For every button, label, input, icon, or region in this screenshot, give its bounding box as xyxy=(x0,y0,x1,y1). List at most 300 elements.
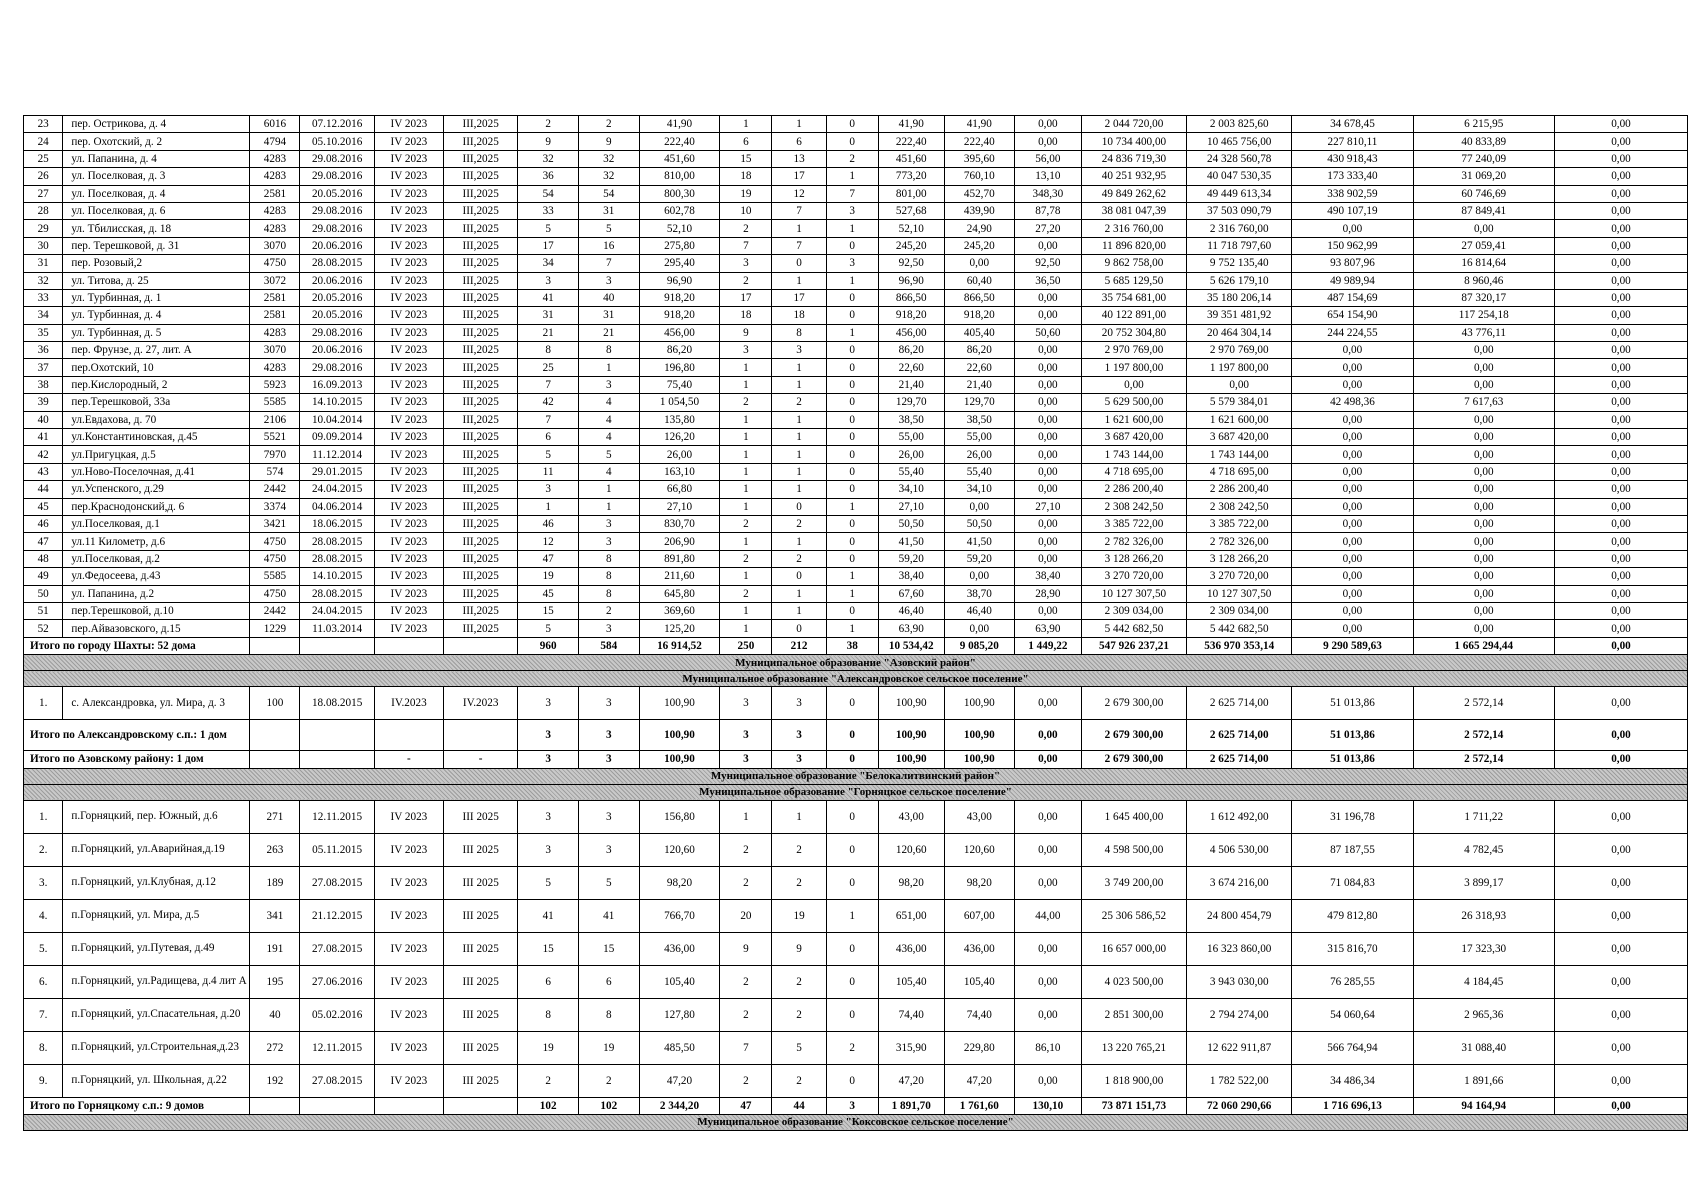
address-cell: ул.Успенского, д.29 xyxy=(63,481,250,498)
region-budget-cell: 487 154,69 xyxy=(1292,289,1413,306)
region-budget-cell: 9 290 589,63 xyxy=(1292,637,1413,654)
total-premises-cell: 1 xyxy=(720,411,772,428)
row-number-cell: 24 xyxy=(24,133,63,150)
local-budget-cell: 2 572,14 xyxy=(1413,720,1554,751)
municipal-area-cell: 0,00 xyxy=(1014,932,1081,965)
municipal-premises-cell: 1 xyxy=(826,272,878,289)
address-cell: п.Горняцкий, ул.Радищева, д.4 лит А xyxy=(63,965,250,998)
municipal-premises-cell: 7 xyxy=(826,185,878,202)
house-row xyxy=(24,550,1688,567)
private-area-cell: 105,40 xyxy=(944,965,1014,998)
document-number-cell: 4750 xyxy=(250,550,300,567)
planned-start-cell: IV 2023 xyxy=(374,394,443,411)
house-row xyxy=(24,394,1688,411)
planned-end-cell: III 2025 xyxy=(443,800,517,833)
total-area-cell: 52,10 xyxy=(639,220,720,237)
total-area-cell: 125,20 xyxy=(639,620,720,637)
private-area-cell: 86,20 xyxy=(944,342,1014,359)
document-date-cell: 07.12.2016 xyxy=(300,116,374,133)
private-premises-cell: 44 xyxy=(772,1097,826,1114)
resettled-residents-cell: 7 xyxy=(578,255,639,272)
private-premises-cell: 1 xyxy=(772,429,826,446)
resettled-area-cell: 100,90 xyxy=(878,687,944,720)
fund-cost-cell: 12 622 911,87 xyxy=(1187,1031,1292,1064)
municipal-area-cell: 0,00 xyxy=(1014,342,1081,359)
total-area-cell: 47,20 xyxy=(639,1064,720,1097)
row-number-cell: 49 xyxy=(24,568,63,585)
document-number-cell: 5923 xyxy=(250,376,300,393)
total-residents-cell: 25 xyxy=(518,359,579,376)
resettled-residents-cell: 8 xyxy=(578,998,639,1031)
extra-funds-cell: 0,00 xyxy=(1554,168,1687,185)
region-budget-cell: 1 716 696,13 xyxy=(1292,1097,1413,1114)
planned-start-cell: IV 2023 xyxy=(374,463,443,480)
address-cell: пер.Краснодонский,д. 6 xyxy=(63,498,250,515)
planned-start-cell: IV 2023 xyxy=(374,1031,443,1064)
extra-funds-cell: 0,00 xyxy=(1554,481,1687,498)
document-number-cell: 1229 xyxy=(250,620,300,637)
planned-end-cell: III 2025 xyxy=(443,932,517,965)
planned-end-cell: III,2025 xyxy=(443,220,517,237)
house-row xyxy=(24,202,1688,219)
planned-start-cell: IV 2023 xyxy=(374,307,443,324)
document-date-cell: 28.08.2015 xyxy=(300,255,374,272)
document-number-cell: 4283 xyxy=(250,168,300,185)
document-number-cell: 3374 xyxy=(250,498,300,515)
row-number-cell: 43 xyxy=(24,463,63,480)
region-budget-cell: 31 196,78 xyxy=(1292,800,1413,833)
address-cell: п.Горняцкий, ул.Аварийная,д.19 xyxy=(63,833,250,866)
resettled-residents-cell: 2 xyxy=(578,602,639,619)
house-row xyxy=(24,498,1688,515)
municipal-area-cell: 0,00 xyxy=(1014,687,1081,720)
resettled-residents-cell: 3 xyxy=(578,800,639,833)
total-premises-cell: 2 xyxy=(720,394,772,411)
resettled-residents-cell: 4 xyxy=(578,411,639,428)
house-row xyxy=(24,866,1688,899)
fund-cost-cell: 40 047 530,35 xyxy=(1187,168,1292,185)
resettled-area-cell: 245,20 xyxy=(878,237,944,254)
total-residents-cell: 3 xyxy=(518,272,579,289)
local-budget-cell: 3 899,17 xyxy=(1413,866,1554,899)
total-cost-cell: 40 251 932,95 xyxy=(1081,168,1186,185)
resettled-area-cell: 26,00 xyxy=(878,446,944,463)
total-area-cell: 485,50 xyxy=(639,1031,720,1064)
document-date-cell: 27.08.2015 xyxy=(300,932,374,965)
document-date-cell: 28.08.2015 xyxy=(300,550,374,567)
house-row xyxy=(24,585,1688,602)
fund-cost-cell: 2 003 825,60 xyxy=(1187,116,1292,133)
local-budget-cell: 0,00 xyxy=(1413,568,1554,585)
private-premises-cell: 2 xyxy=(772,515,826,532)
total-premises-cell: 3 xyxy=(720,720,772,751)
private-area-cell: 120,60 xyxy=(944,833,1014,866)
total-cost-cell: 1 743 144,00 xyxy=(1081,446,1186,463)
municipal-area-cell: 0,00 xyxy=(1014,720,1081,751)
planned-start-cell: IV 2023 xyxy=(374,289,443,306)
resettled-residents-cell: 1 xyxy=(578,481,639,498)
local-budget-cell: 16 814,64 xyxy=(1413,255,1554,272)
address-cell: ул.Ново-Поселочная, д.41 xyxy=(63,463,250,480)
municipal-premises-cell: 0 xyxy=(826,751,878,768)
row-number-cell: 8. xyxy=(24,1031,63,1064)
region-budget-cell: 0,00 xyxy=(1292,550,1413,567)
local-budget-cell: 1 891,66 xyxy=(1413,1064,1554,1097)
municipal-premises-cell: 38 xyxy=(826,637,878,654)
total-cost-cell: 49 849 262,62 xyxy=(1081,185,1186,202)
document-date-cell: 11.03.2014 xyxy=(300,620,374,637)
total-residents-cell: 41 xyxy=(518,289,579,306)
extra-funds-cell: 0,00 xyxy=(1554,602,1687,619)
extra-funds-cell: 0,00 xyxy=(1554,324,1687,341)
row-number-cell: 31 xyxy=(24,255,63,272)
document-date-cell: 28.08.2015 xyxy=(300,585,374,602)
document-date-cell: 09.09.2014 xyxy=(300,429,374,446)
municipal-premises-cell: 0 xyxy=(826,429,878,446)
total-cost-cell: 20 752 304,80 xyxy=(1081,324,1186,341)
region-budget-cell: 0,00 xyxy=(1292,429,1413,446)
total-cost-cell: 10 734 400,00 xyxy=(1081,133,1186,150)
region-budget-cell: 54 060,64 xyxy=(1292,998,1413,1031)
total-residents-cell: 960 xyxy=(518,637,579,654)
extra-funds-cell: 0,00 xyxy=(1554,116,1687,133)
total-label-cell: Итого по Александровскому с.п.: 1 дом xyxy=(24,720,250,751)
private-premises-cell: 3 xyxy=(772,751,826,768)
total-area-cell: 275,80 xyxy=(639,237,720,254)
planned-end-cell: III,2025 xyxy=(443,585,517,602)
local-budget-cell: 0,00 xyxy=(1413,463,1554,480)
region-budget-cell: 0,00 xyxy=(1292,585,1413,602)
row-number-cell: 33 xyxy=(24,289,63,306)
address-cell: ул. Тбилисская, д. 18 xyxy=(63,220,250,237)
document-date-cell: 18.08.2015 xyxy=(300,687,374,720)
planned-start-cell: IV 2023 xyxy=(374,116,443,133)
address-cell: ул. Поселковая, д. 4 xyxy=(63,185,250,202)
total-cost-cell: 4 023 500,00 xyxy=(1081,965,1186,998)
municipality-header-row xyxy=(24,784,1688,800)
planned-start-cell xyxy=(374,637,443,654)
private-area-cell: 607,00 xyxy=(944,899,1014,932)
resettled-residents-cell: 1 xyxy=(578,498,639,515)
document-date-cell: 20.06.2016 xyxy=(300,272,374,289)
total-area-cell: 602,78 xyxy=(639,202,720,219)
address-cell: п.Горняцкий, ул.Строительная,д.23 xyxy=(63,1031,250,1064)
total-residents-cell: 3 xyxy=(518,687,579,720)
document-number-cell: 2442 xyxy=(250,481,300,498)
row-number-cell: 46 xyxy=(24,515,63,532)
total-area-cell: 800,30 xyxy=(639,185,720,202)
total-cost-cell: 9 862 758,00 xyxy=(1081,255,1186,272)
local-budget-cell: 0,00 xyxy=(1413,533,1554,550)
total-residents-cell: 46 xyxy=(518,515,579,532)
address-cell: пер. Острикова, д. 4 xyxy=(63,116,250,133)
private-area-cell: 38,50 xyxy=(944,411,1014,428)
total-premises-cell: 1 xyxy=(720,446,772,463)
municipal-area-cell: 36,50 xyxy=(1014,272,1081,289)
municipality-header-row xyxy=(24,768,1688,784)
address-cell: ул.Константиновская, д.45 xyxy=(63,429,250,446)
planned-start-cell: IV 2023 xyxy=(374,202,443,219)
total-area-cell: 206,90 xyxy=(639,533,720,550)
total-area-cell: 918,20 xyxy=(639,307,720,324)
total-premises-cell: 2 xyxy=(720,515,772,532)
municipal-premises-cell: 1 xyxy=(826,498,878,515)
extra-funds-cell: 0,00 xyxy=(1554,185,1687,202)
extra-funds-cell: 0,00 xyxy=(1554,237,1687,254)
planned-start-cell: IV 2023 xyxy=(374,833,443,866)
municipal-premises-cell: 0 xyxy=(826,833,878,866)
document-number-cell: 100 xyxy=(250,687,300,720)
housing-resettlement-table xyxy=(23,115,1688,1131)
resettled-area-cell: 22,60 xyxy=(878,359,944,376)
total-cost-cell: 24 836 719,30 xyxy=(1081,150,1186,167)
municipal-area-cell: 0,00 xyxy=(1014,751,1081,768)
extra-funds-cell: 0,00 xyxy=(1554,376,1687,393)
private-area-cell: 41,90 xyxy=(944,116,1014,133)
total-residents-cell: 42 xyxy=(518,394,579,411)
total-residents-cell: 7 xyxy=(518,411,579,428)
private-area-cell: 245,20 xyxy=(944,237,1014,254)
municipal-area-cell: 28,90 xyxy=(1014,585,1081,602)
total-premises-cell: 1 xyxy=(720,481,772,498)
private-area-cell: 0,00 xyxy=(944,620,1014,637)
document-number-cell: 2581 xyxy=(250,289,300,306)
document-number-cell: 3070 xyxy=(250,237,300,254)
row-number-cell: 36 xyxy=(24,342,63,359)
resettled-residents-cell: 31 xyxy=(578,307,639,324)
region-budget-cell: 0,00 xyxy=(1292,342,1413,359)
local-budget-cell: 0,00 xyxy=(1413,585,1554,602)
fund-cost-cell: 2 316 760,00 xyxy=(1187,220,1292,237)
total-residents-cell: 45 xyxy=(518,585,579,602)
private-area-cell: 24,90 xyxy=(944,220,1014,237)
local-budget-cell: 4 184,45 xyxy=(1413,965,1554,998)
resettled-residents-cell: 15 xyxy=(578,932,639,965)
total-residents-cell: 19 xyxy=(518,1031,579,1064)
fund-cost-cell: 2 286 200,40 xyxy=(1187,481,1292,498)
document-date-cell: 16.09.2013 xyxy=(300,376,374,393)
private-area-cell: 55,40 xyxy=(944,463,1014,480)
total-premises-cell: 10 xyxy=(720,202,772,219)
fund-cost-cell: 2 625 714,00 xyxy=(1187,687,1292,720)
total-premises-cell: 1 xyxy=(720,429,772,446)
extra-funds-cell: 0,00 xyxy=(1554,533,1687,550)
extra-funds-cell: 0,00 xyxy=(1554,637,1687,654)
house-row xyxy=(24,1031,1688,1064)
total-cost-cell: 11 896 820,00 xyxy=(1081,237,1186,254)
address-cell: пер. Розовый,2 xyxy=(63,255,250,272)
total-area-cell: 41,90 xyxy=(639,116,720,133)
fund-cost-cell: 2 794 274,00 xyxy=(1187,998,1292,1031)
total-row xyxy=(24,1097,1688,1114)
total-premises-cell: 2 xyxy=(720,1064,772,1097)
planned-end-cell: III,2025 xyxy=(443,342,517,359)
total-residents-cell: 54 xyxy=(518,185,579,202)
house-row xyxy=(24,1064,1688,1097)
planned-end-cell: III 2025 xyxy=(443,1031,517,1064)
total-area-cell: 222,40 xyxy=(639,133,720,150)
total-residents-cell: 33 xyxy=(518,202,579,219)
row-number-cell: 37 xyxy=(24,359,63,376)
document-date-cell: 29.08.2016 xyxy=(300,359,374,376)
address-cell: ул.Поселковая, д.2 xyxy=(63,550,250,567)
private-premises-cell: 1 xyxy=(772,585,826,602)
row-number-cell: 1. xyxy=(24,800,63,833)
local-budget-cell: 43 776,11 xyxy=(1413,324,1554,341)
document-number-cell xyxy=(250,751,300,768)
total-premises-cell: 18 xyxy=(720,307,772,324)
total-label-cell: Итого по Азовскому району: 1 дом xyxy=(24,751,250,768)
municipal-premises-cell: 3 xyxy=(826,1097,878,1114)
document-number-cell: 4283 xyxy=(250,202,300,219)
total-area-cell: 436,00 xyxy=(639,932,720,965)
private-area-cell: 50,50 xyxy=(944,515,1014,532)
total-area-cell: 126,20 xyxy=(639,429,720,446)
fund-cost-cell: 3 128 266,20 xyxy=(1187,550,1292,567)
region-budget-cell: 430 918,43 xyxy=(1292,150,1413,167)
document-number-cell: 3070 xyxy=(250,342,300,359)
private-premises-cell: 1 xyxy=(772,446,826,463)
row-number-cell: 38 xyxy=(24,376,63,393)
local-budget-cell: 0,00 xyxy=(1413,376,1554,393)
total-area-cell: 26,00 xyxy=(639,446,720,463)
document-date-cell: 29.08.2016 xyxy=(300,324,374,341)
fund-cost-cell: 1 743 144,00 xyxy=(1187,446,1292,463)
extra-funds-cell: 0,00 xyxy=(1554,932,1687,965)
planned-start-cell: IV 2023 xyxy=(374,220,443,237)
document-number-cell: 574 xyxy=(250,463,300,480)
municipal-premises-cell: 1 xyxy=(826,568,878,585)
planned-end-cell xyxy=(443,637,517,654)
house-row xyxy=(24,515,1688,532)
municipal-premises-cell: 2 xyxy=(826,150,878,167)
house-row xyxy=(24,429,1688,446)
total-premises-cell: 9 xyxy=(720,932,772,965)
planned-start-cell: IV 2023 xyxy=(374,237,443,254)
planned-start-cell: IV 2023 xyxy=(374,255,443,272)
total-cost-cell: 2 679 300,00 xyxy=(1081,687,1186,720)
municipal-area-cell: 0,00 xyxy=(1014,133,1081,150)
fund-cost-cell: 10 465 756,00 xyxy=(1187,133,1292,150)
total-residents-cell: 3 xyxy=(518,720,579,751)
row-number-cell: 4. xyxy=(24,899,63,932)
row-number-cell: 50 xyxy=(24,585,63,602)
private-premises-cell: 0 xyxy=(772,255,826,272)
planned-start-cell xyxy=(374,720,443,751)
document-number-cell: 4283 xyxy=(250,359,300,376)
document-date-cell: 04.06.2014 xyxy=(300,498,374,515)
total-residents-cell: 15 xyxy=(518,602,579,619)
resettled-area-cell: 86,20 xyxy=(878,342,944,359)
planned-end-cell: III,2025 xyxy=(443,307,517,324)
total-residents-cell: 41 xyxy=(518,899,579,932)
document-number-cell: 6016 xyxy=(250,116,300,133)
total-area-cell: 120,60 xyxy=(639,833,720,866)
municipal-area-cell: 0,00 xyxy=(1014,1064,1081,1097)
municipal-premises-cell: 0 xyxy=(826,800,878,833)
total-cost-cell: 5 442 682,50 xyxy=(1081,620,1186,637)
resettled-area-cell: 866,50 xyxy=(878,289,944,306)
planned-end-cell: III 2025 xyxy=(443,833,517,866)
address-cell: ул. Папанина, д. 4 xyxy=(63,150,250,167)
private-area-cell: 405,40 xyxy=(944,324,1014,341)
total-residents-cell: 6 xyxy=(518,965,579,998)
house-row xyxy=(24,687,1688,720)
region-budget-cell: 0,00 xyxy=(1292,620,1413,637)
region-budget-cell: 0,00 xyxy=(1292,481,1413,498)
private-area-cell: 55,00 xyxy=(944,429,1014,446)
private-area-cell: 129,70 xyxy=(944,394,1014,411)
row-number-cell: 5. xyxy=(24,932,63,965)
document-date-cell: 27.06.2016 xyxy=(300,965,374,998)
municipal-premises-cell: 0 xyxy=(826,116,878,133)
house-row xyxy=(24,568,1688,585)
house-row xyxy=(24,359,1688,376)
document-date-cell: 29.08.2016 xyxy=(300,150,374,167)
resettled-area-cell: 47,20 xyxy=(878,1064,944,1097)
house-row xyxy=(24,411,1688,428)
total-cost-cell: 1 197 800,00 xyxy=(1081,359,1186,376)
planned-start-cell: IV 2023 xyxy=(374,324,443,341)
fund-cost-cell: 2 625 714,00 xyxy=(1187,720,1292,751)
house-row xyxy=(24,481,1688,498)
house-row xyxy=(24,307,1688,324)
extra-funds-cell: 0,00 xyxy=(1554,585,1687,602)
fund-cost-cell: 16 323 860,00 xyxy=(1187,932,1292,965)
total-residents-cell: 11 xyxy=(518,463,579,480)
private-premises-cell: 1 xyxy=(772,116,826,133)
resettled-residents-cell: 8 xyxy=(578,585,639,602)
document-number-cell: 192 xyxy=(250,1064,300,1097)
total-premises-cell: 7 xyxy=(720,1031,772,1064)
resettled-area-cell: 100,90 xyxy=(878,720,944,751)
private-premises-cell: 1 xyxy=(772,359,826,376)
resettled-area-cell: 59,20 xyxy=(878,550,944,567)
private-area-cell: 0,00 xyxy=(944,255,1014,272)
resettled-area-cell: 451,60 xyxy=(878,150,944,167)
municipal-premises-cell: 0 xyxy=(826,998,878,1031)
private-premises-cell: 1 xyxy=(772,411,826,428)
extra-funds-cell: 0,00 xyxy=(1554,429,1687,446)
house-row xyxy=(24,833,1688,866)
extra-funds-cell: 0,00 xyxy=(1554,568,1687,585)
resettled-residents-cell: 6 xyxy=(578,965,639,998)
planned-end-cell: III,2025 xyxy=(443,481,517,498)
total-cost-cell: 1 818 900,00 xyxy=(1081,1064,1186,1097)
extra-funds-cell: 0,00 xyxy=(1554,687,1687,720)
municipal-premises-cell: 1 xyxy=(826,899,878,932)
planned-end-cell: III,2025 xyxy=(443,550,517,567)
local-budget-cell: 31 069,20 xyxy=(1413,168,1554,185)
local-budget-cell: 31 088,40 xyxy=(1413,1031,1554,1064)
house-row xyxy=(24,272,1688,289)
row-number-cell: 26 xyxy=(24,168,63,185)
planned-start-cell: IV 2023 xyxy=(374,1064,443,1097)
private-area-cell: 34,10 xyxy=(944,481,1014,498)
resettled-area-cell: 63,90 xyxy=(878,620,944,637)
region-budget-cell: 51 013,86 xyxy=(1292,751,1413,768)
private-premises-cell: 3 xyxy=(772,687,826,720)
region-budget-cell: 51 013,86 xyxy=(1292,687,1413,720)
total-cost-cell: 547 926 237,21 xyxy=(1081,637,1186,654)
row-number-cell: 41 xyxy=(24,429,63,446)
fund-cost-cell: 10 127 307,50 xyxy=(1187,585,1292,602)
resettled-area-cell: 21,40 xyxy=(878,376,944,393)
planned-start-cell: IV 2023 xyxy=(374,800,443,833)
planned-start-cell: IV 2023 xyxy=(374,446,443,463)
total-area-cell: 196,80 xyxy=(639,359,720,376)
resettled-area-cell: 801,00 xyxy=(878,185,944,202)
